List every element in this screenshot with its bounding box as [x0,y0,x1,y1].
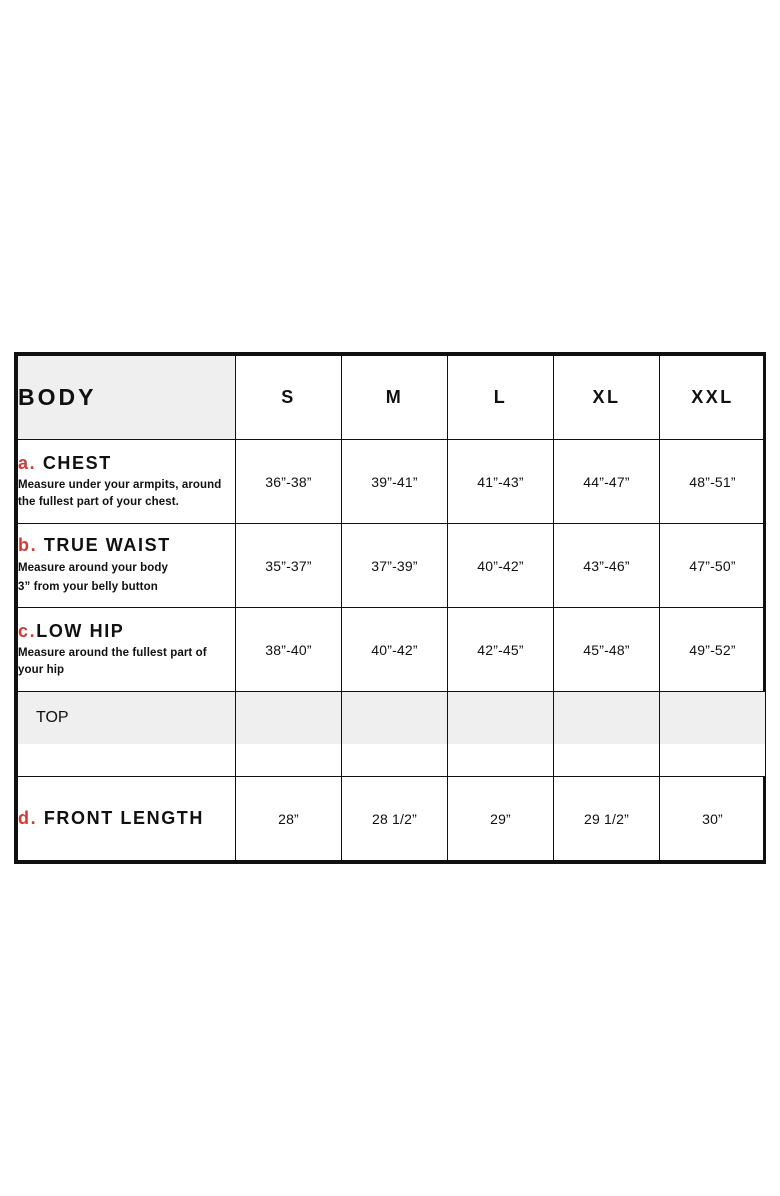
cell-front-length-s: 28” [236,777,342,861]
cell-true-waist-m: 37”-39” [342,524,448,608]
cell-true-waist-s: 35”-37” [236,524,342,608]
size-chart [14,352,766,864]
cell-front-length-m: 28 1/2” [342,777,448,861]
table-row [18,777,766,861]
cell-low-hip-xxl: 49”-52” [660,608,766,692]
cell-true-waist-l: 40”-42” [448,524,554,608]
section-blank-s [236,692,342,777]
cell-chest-xxl: 48”-51” [660,440,766,524]
size-header-xxl: XXL [660,356,766,440]
cell-true-waist-xxl: 47”-50” [660,524,766,608]
cell-chest-l: 41”-43” [448,440,554,524]
cell-chest-m: 39”-41” [342,440,448,524]
cell-front-length-l: 29” [448,777,554,861]
measurement-label-low-hip [18,608,236,692]
section-title-body: BODY [18,356,236,440]
cell-low-hip-l: 42”-45” [448,608,554,692]
measurement-description: Measure around your body [18,561,169,574]
size-header-s: S [236,356,342,440]
cell-low-hip-xl: 45”-48” [554,608,660,692]
cell-chest-xl: 44”-47” [554,440,660,524]
measurement-description: Measure under your armpits, around the fullest part of your chest. [18,479,222,508]
measurement-title: c.LOW HIP [18,620,125,641]
table-header-row [18,356,766,440]
section-blank-m [342,692,448,777]
measurement-title: b. TRUE WAIST [18,535,171,556]
measurement-title: d. FRONT LENGTH [18,807,204,828]
size-header-m: M [342,356,448,440]
cell-front-length-xl: 29 1/2” [554,777,660,861]
section-blank-l [448,692,554,777]
size-table [17,355,766,861]
size-header-xl: XL [554,356,660,440]
cell-chest-s: 36”-38” [236,440,342,524]
section-blank-xl [554,692,660,777]
measurement-description: Measure around the fullest part of your hip [18,647,207,676]
measurement-description-note: 3” from your belly button [18,581,158,594]
section-row-top [18,692,766,777]
measurement-label-chest [18,440,236,524]
section-blank-xxl [660,692,766,777]
measurement-label-front-length [18,777,236,861]
cell-front-length-xxl: 30” [660,777,766,861]
size-header-l: L [448,356,554,440]
measurement-title: a. CHEST [18,452,112,473]
measurement-label-true-waist [18,524,236,608]
table-row [18,524,766,608]
cell-low-hip-m: 40”-42” [342,608,448,692]
table-row [18,440,766,524]
cell-true-waist-xl: 43”-46” [554,524,660,608]
section-title-top: TOP [18,692,236,777]
cell-low-hip-s: 38”-40” [236,608,342,692]
table-row [18,608,766,692]
